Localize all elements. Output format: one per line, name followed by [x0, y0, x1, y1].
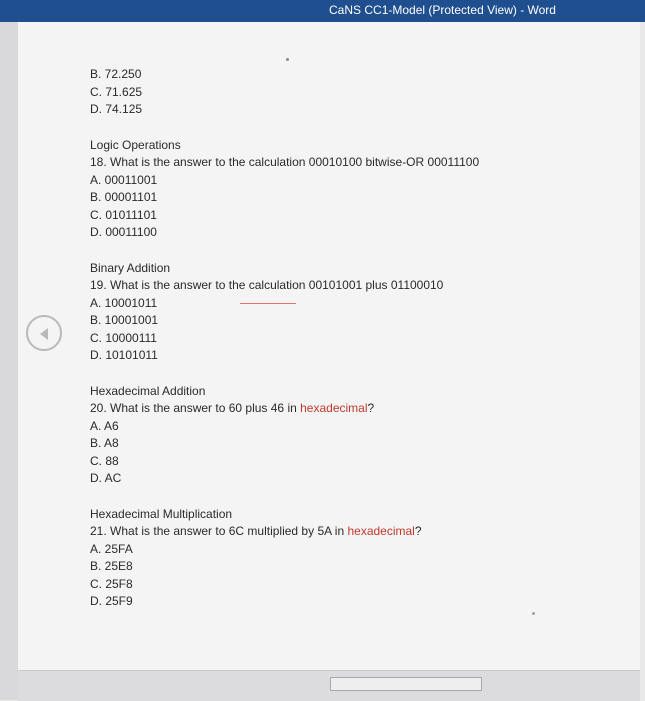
option: C. 71.625	[90, 84, 143, 99]
option: D. 10101011	[90, 348, 158, 362]
option: D. 00011100	[90, 225, 157, 239]
document-content	[90, 66, 610, 629]
question-text-part: 21. What is the answer to 6C multiplied by 5A in	[90, 524, 348, 538]
option: A. 25FA	[90, 541, 133, 556]
keyword-hexadecimal: hexadecimal	[300, 401, 368, 415]
option: A. 10001011	[90, 295, 158, 310]
question-18	[90, 137, 610, 242]
question-text-end: ?	[367, 401, 375, 415]
scrollbar-thumb[interactable]	[330, 677, 482, 691]
title-bar	[0, 0, 645, 22]
question-text-part: 20. What is the answer to 60 plus 46 in	[90, 401, 301, 415]
option: A. A6	[90, 418, 119, 433]
option: D. AC	[90, 471, 122, 485]
option: C. 25F8	[90, 576, 133, 591]
section-heading: Logic Operations	[90, 137, 181, 152]
question-text-end: ?	[414, 524, 422, 538]
option: B. A8	[90, 436, 119, 450]
option: C. 88	[90, 453, 119, 468]
option: C. 10000111	[90, 330, 157, 345]
prev-question-options	[90, 66, 610, 119]
question-text: 19. What is the answer to the calculation 00101001 plus 01100010	[90, 278, 444, 292]
question-text	[90, 523, 610, 541]
option: D. 74.125	[90, 102, 143, 116]
option: B. 72.250	[90, 67, 142, 81]
option: B. 25E8	[90, 559, 133, 573]
keyword-hexadecimal: hexadecimal	[347, 524, 415, 538]
horizontal-scrollbar[interactable]	[18, 670, 640, 701]
spellcheck-underline	[240, 303, 296, 304]
question-21	[90, 506, 610, 611]
option: C. 01011101	[90, 207, 157, 222]
question-text: 18. What is the answer to the calculation 00010100 bitwise-OR 00011100	[90, 155, 480, 169]
question-text	[90, 400, 610, 418]
section-heading: Hexadecimal Multiplication	[90, 506, 233, 521]
section-heading: Hexadecimal Addition	[90, 383, 206, 398]
option: A. 00011001	[90, 172, 158, 187]
document-page	[18, 22, 640, 670]
back-arrow-icon	[37, 326, 53, 342]
question-20	[90, 383, 610, 488]
back-button[interactable]	[26, 315, 62, 351]
window-title: CaNS CC1-Model (Protected View) - Word	[329, 3, 556, 17]
stray-dot	[286, 58, 289, 61]
option: B. 00001101	[90, 190, 158, 204]
question-19	[90, 260, 610, 365]
left-margin	[0, 22, 18, 700]
section-heading: Binary Addition	[90, 260, 171, 275]
option: B. 10001001	[90, 313, 159, 327]
option: D. 25F9	[90, 594, 133, 608]
